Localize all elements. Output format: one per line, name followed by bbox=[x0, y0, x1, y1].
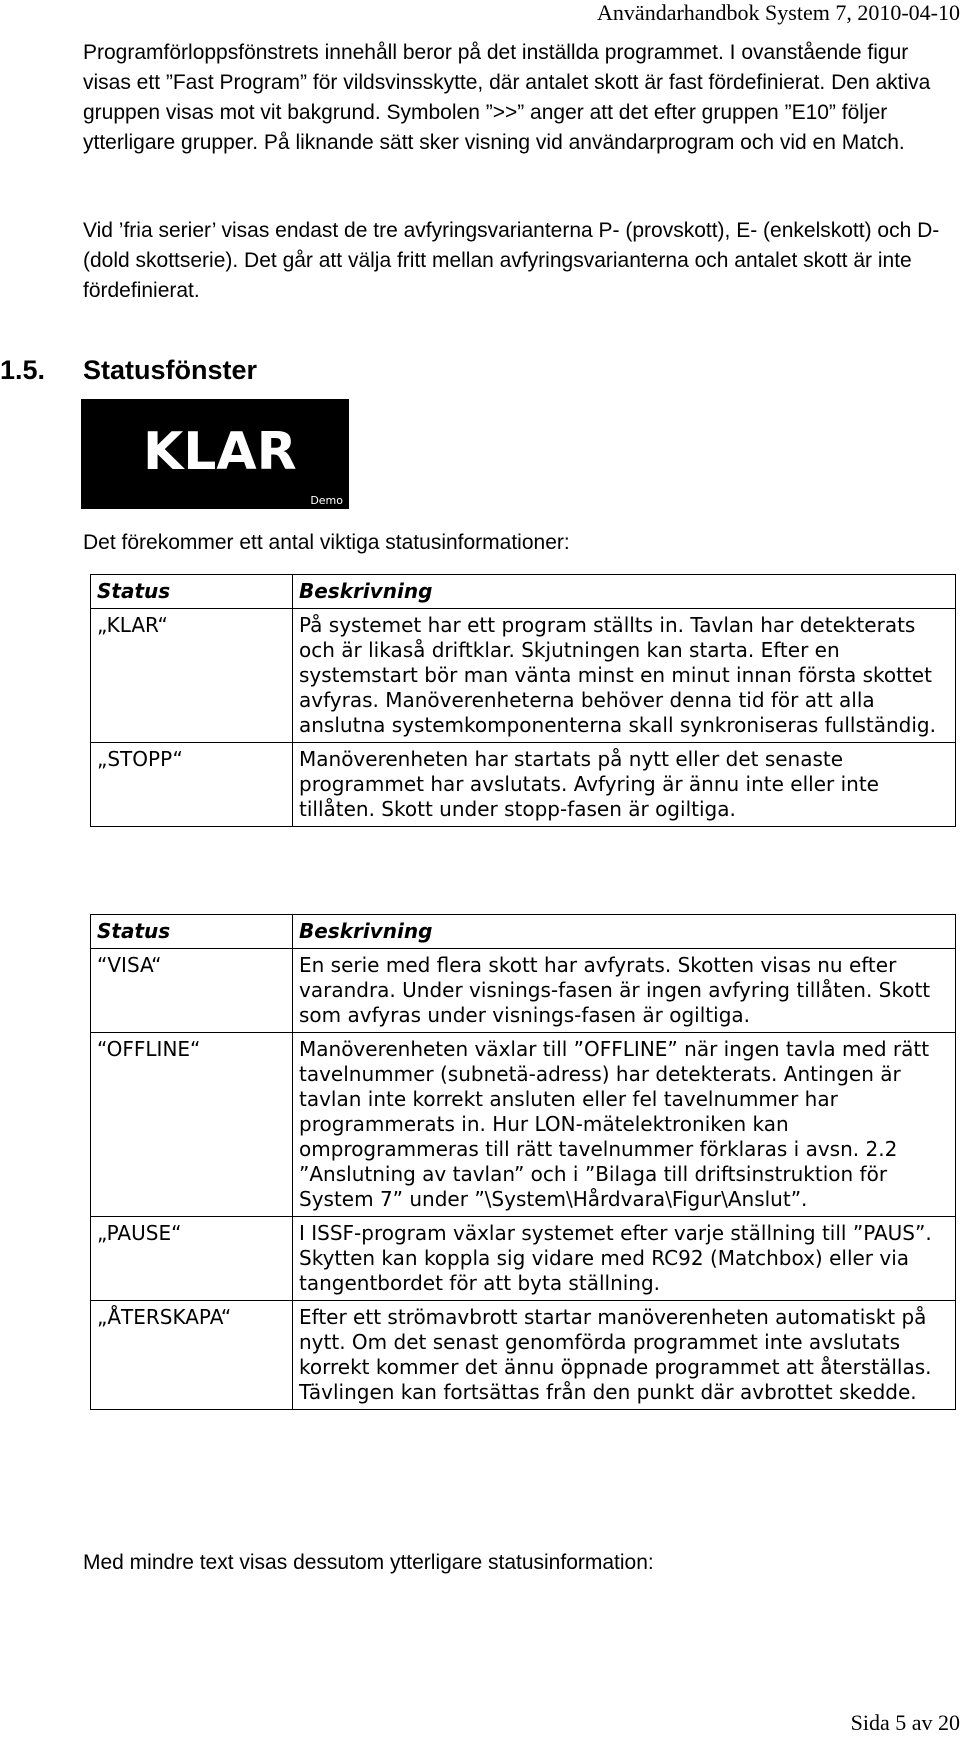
table-row bbox=[91, 1033, 956, 1217]
header-description: Beskrivning bbox=[293, 575, 956, 609]
table-row bbox=[91, 1301, 956, 1410]
status-cell: “VISA“ bbox=[91, 949, 293, 1033]
table-row bbox=[91, 609, 956, 743]
status-cell: „PAUSE“ bbox=[91, 1217, 293, 1301]
intro-text: Det förekommer ett antal viktiga statusinformationer: bbox=[83, 531, 570, 554]
header-status: Status bbox=[91, 915, 293, 949]
description-cell: Manöverenheten växlar till ”OFFLINE” när ingen tavla med rätt tavelnummer (subnetä-adress) har detekterats. Antingen är tavlan inte korrekt ansluten eller fel tavelnummer har programmerats in. Hur LON-mätelektroniken kan omprogrammeras till rätt tavelnummer förklaras i avsn. 2.2 ”Anslutning av tavlan” och i ”Bilaga till driftsinstruktion för System 7” under ”\System\Hårdvara\Figur\Anslut”. bbox=[293, 1033, 956, 1217]
status-table-1 bbox=[90, 574, 956, 827]
description-cell: Efter ett strömavbrott startar manöverenheten automatiskt på nytt. Om det senast genomförda programmet inte avslutats korrekt kommer det ännu öppnade programmet att återställas. Tävlingen kan fortsättas från den punkt där avbrottet skedde. bbox=[293, 1301, 956, 1410]
description-cell: Manöverenheten har startats på nytt eller det senaste programmet har avslutats. Avfyring är ännu inte eller inte tillåten. Skott under stopp-fasen är ogiltiga. bbox=[293, 743, 956, 827]
description-cell: På systemet har ett program ställts in. Tavlan har detekterats och är likaså driftklar. Skjutningen kan starta. Efter en systemstart bör man vänta minst en minut innan första skottet avfyras. Manöverenheterna behöver denna tid för att alla anslutna systemkomponenterna skall synkroniseras fullständig. bbox=[293, 609, 956, 743]
status-display-image bbox=[81, 399, 349, 509]
table-header-row bbox=[91, 915, 956, 949]
table-row bbox=[91, 1217, 956, 1301]
paragraph-program-window: Programförloppsfönstrets innehåll beror på det inställda programmet. I ovanstående figur visas ett ”Fast Program” för vildsvinsskytte, där antalet skott är fast fördefinierat. Den aktiva gruppen visas mot vit bakgrund. Symbolen ”>>” anger att det efter gruppen ”E10” följer ytterligare grupper. På liknande sätt sker visning vid användarprogram och vid en Match. bbox=[83, 41, 931, 154]
page-footer: Sida 5 av 20 bbox=[850, 1710, 960, 1735]
table-row bbox=[91, 949, 956, 1033]
status-table-2 bbox=[90, 914, 956, 1410]
status-cell: „STOPP“ bbox=[91, 743, 293, 827]
status-display-subtext: Demo bbox=[310, 494, 343, 507]
status-cell: “OFFLINE“ bbox=[91, 1033, 293, 1217]
header-status: Status bbox=[91, 575, 293, 609]
header-description: Beskrivning bbox=[293, 915, 956, 949]
status-cell: „KLAR“ bbox=[91, 609, 293, 743]
paragraph-free-series: Vid ’fria serier’ visas endast de tre avfyringsvarianterna P- (provskott), E- (enkelskott) och D- (dold skottserie). Det går att välja fritt mellan avfyringsvarianterna och antalet skott är inte fördefinierat. bbox=[83, 219, 940, 302]
section-number: 1.5. bbox=[0, 355, 46, 385]
description-cell: En serie med flera skott har avfyrats. Skotten visas nu efter varandra. Under visnings-fasen är ingen avfyring tillåten. Skott som avfyras under visnings-fasen är ogiltiga. bbox=[293, 949, 956, 1033]
status-cell: „ÅTERSKAPA“ bbox=[91, 1301, 293, 1410]
closing-text: Med mindre text visas dessutom ytterligare statusinformation: bbox=[83, 1551, 654, 1574]
table-header-row bbox=[91, 575, 956, 609]
page-header: Användarhandbok System 7, 2010-04-10 bbox=[597, 0, 960, 25]
table-row bbox=[91, 743, 956, 827]
description-cell: I ISSF-program växlar systemet efter varje ställning till ”PAUS”. Skytten kan koppla sig vidare med RC92 (Matchbox) eller via tangentbordet för att byta ställning. bbox=[293, 1217, 956, 1301]
status-display-text: KLAR bbox=[143, 422, 297, 482]
section-title: Statusfönster bbox=[83, 355, 258, 385]
